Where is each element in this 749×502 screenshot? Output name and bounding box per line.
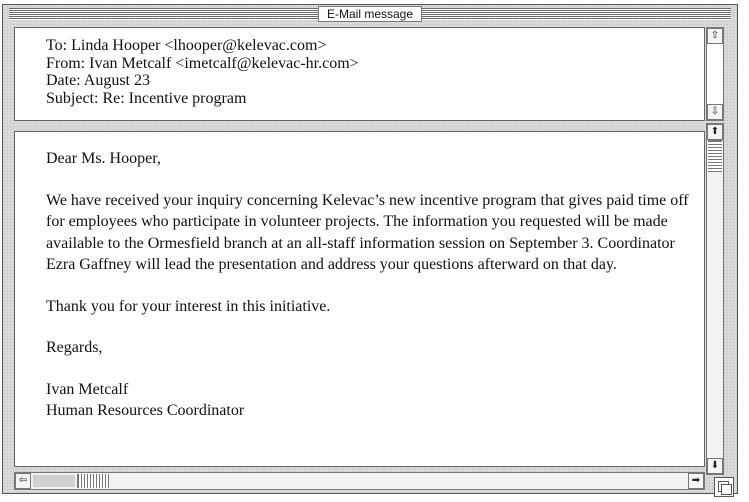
signature-title: Human Resources Coordinator xyxy=(46,402,245,419)
signature-name: Ivan Metcalf xyxy=(46,380,129,398)
message-body-pane xyxy=(14,131,705,467)
vertical-scroll-thumb[interactable] xyxy=(708,140,722,172)
resize-box-front xyxy=(721,484,732,495)
body-vertical-scrollbar[interactable] xyxy=(706,123,724,475)
body-paragraph-2: Thank you for your interest in this initiative. xyxy=(46,297,331,315)
subject-line: Subject: Re: Incentive program xyxy=(46,89,247,107)
header-scroll-down-icon[interactable]: ⇩ xyxy=(707,104,723,120)
body-horizontal-scrollbar[interactable] xyxy=(14,472,705,490)
from-line: From: Ivan Metcalf <imetcalf@kelevac-hr.com> xyxy=(46,54,359,72)
resize-box-icon[interactable] xyxy=(714,477,734,497)
email-window xyxy=(2,4,738,494)
to-line: To: Linda Hooper <lhooper@kelevac.com> xyxy=(46,37,327,54)
horizontal-scroll-thumb[interactable] xyxy=(77,474,109,488)
body-scroll-down-icon[interactable]: ⬇ xyxy=(707,458,723,474)
closing: Regards, xyxy=(46,339,103,356)
header-scrollbar[interactable] xyxy=(706,27,724,121)
body-scroll-up-icon[interactable]: ⬆ xyxy=(707,124,723,140)
header-pane xyxy=(14,27,705,121)
title-bar[interactable] xyxy=(3,5,737,23)
date-line: Date: August 23 xyxy=(46,72,150,89)
horizontal-scroll-track[interactable] xyxy=(33,475,75,487)
header-scroll-up-icon[interactable]: ⇧ xyxy=(707,28,723,44)
greeting: Dear Ms. Hooper, xyxy=(46,150,161,167)
window-title: E-Mail message xyxy=(318,6,422,22)
scroll-right-icon[interactable]: ➡ xyxy=(688,473,704,489)
scroll-left-icon[interactable]: ⇦ xyxy=(15,473,31,489)
body-paragraph-1: We have received your inquiry concerning Kelevac’s new incentive program that gives paid time off for employees who participate in volunteer projects. The information you requested will be made available to the Ormesfield branch at an all-staff information session on September 3. Coordinator Ezra Gaffney will lead the presentation and address your questions afterward on that day. xyxy=(46,191,689,273)
